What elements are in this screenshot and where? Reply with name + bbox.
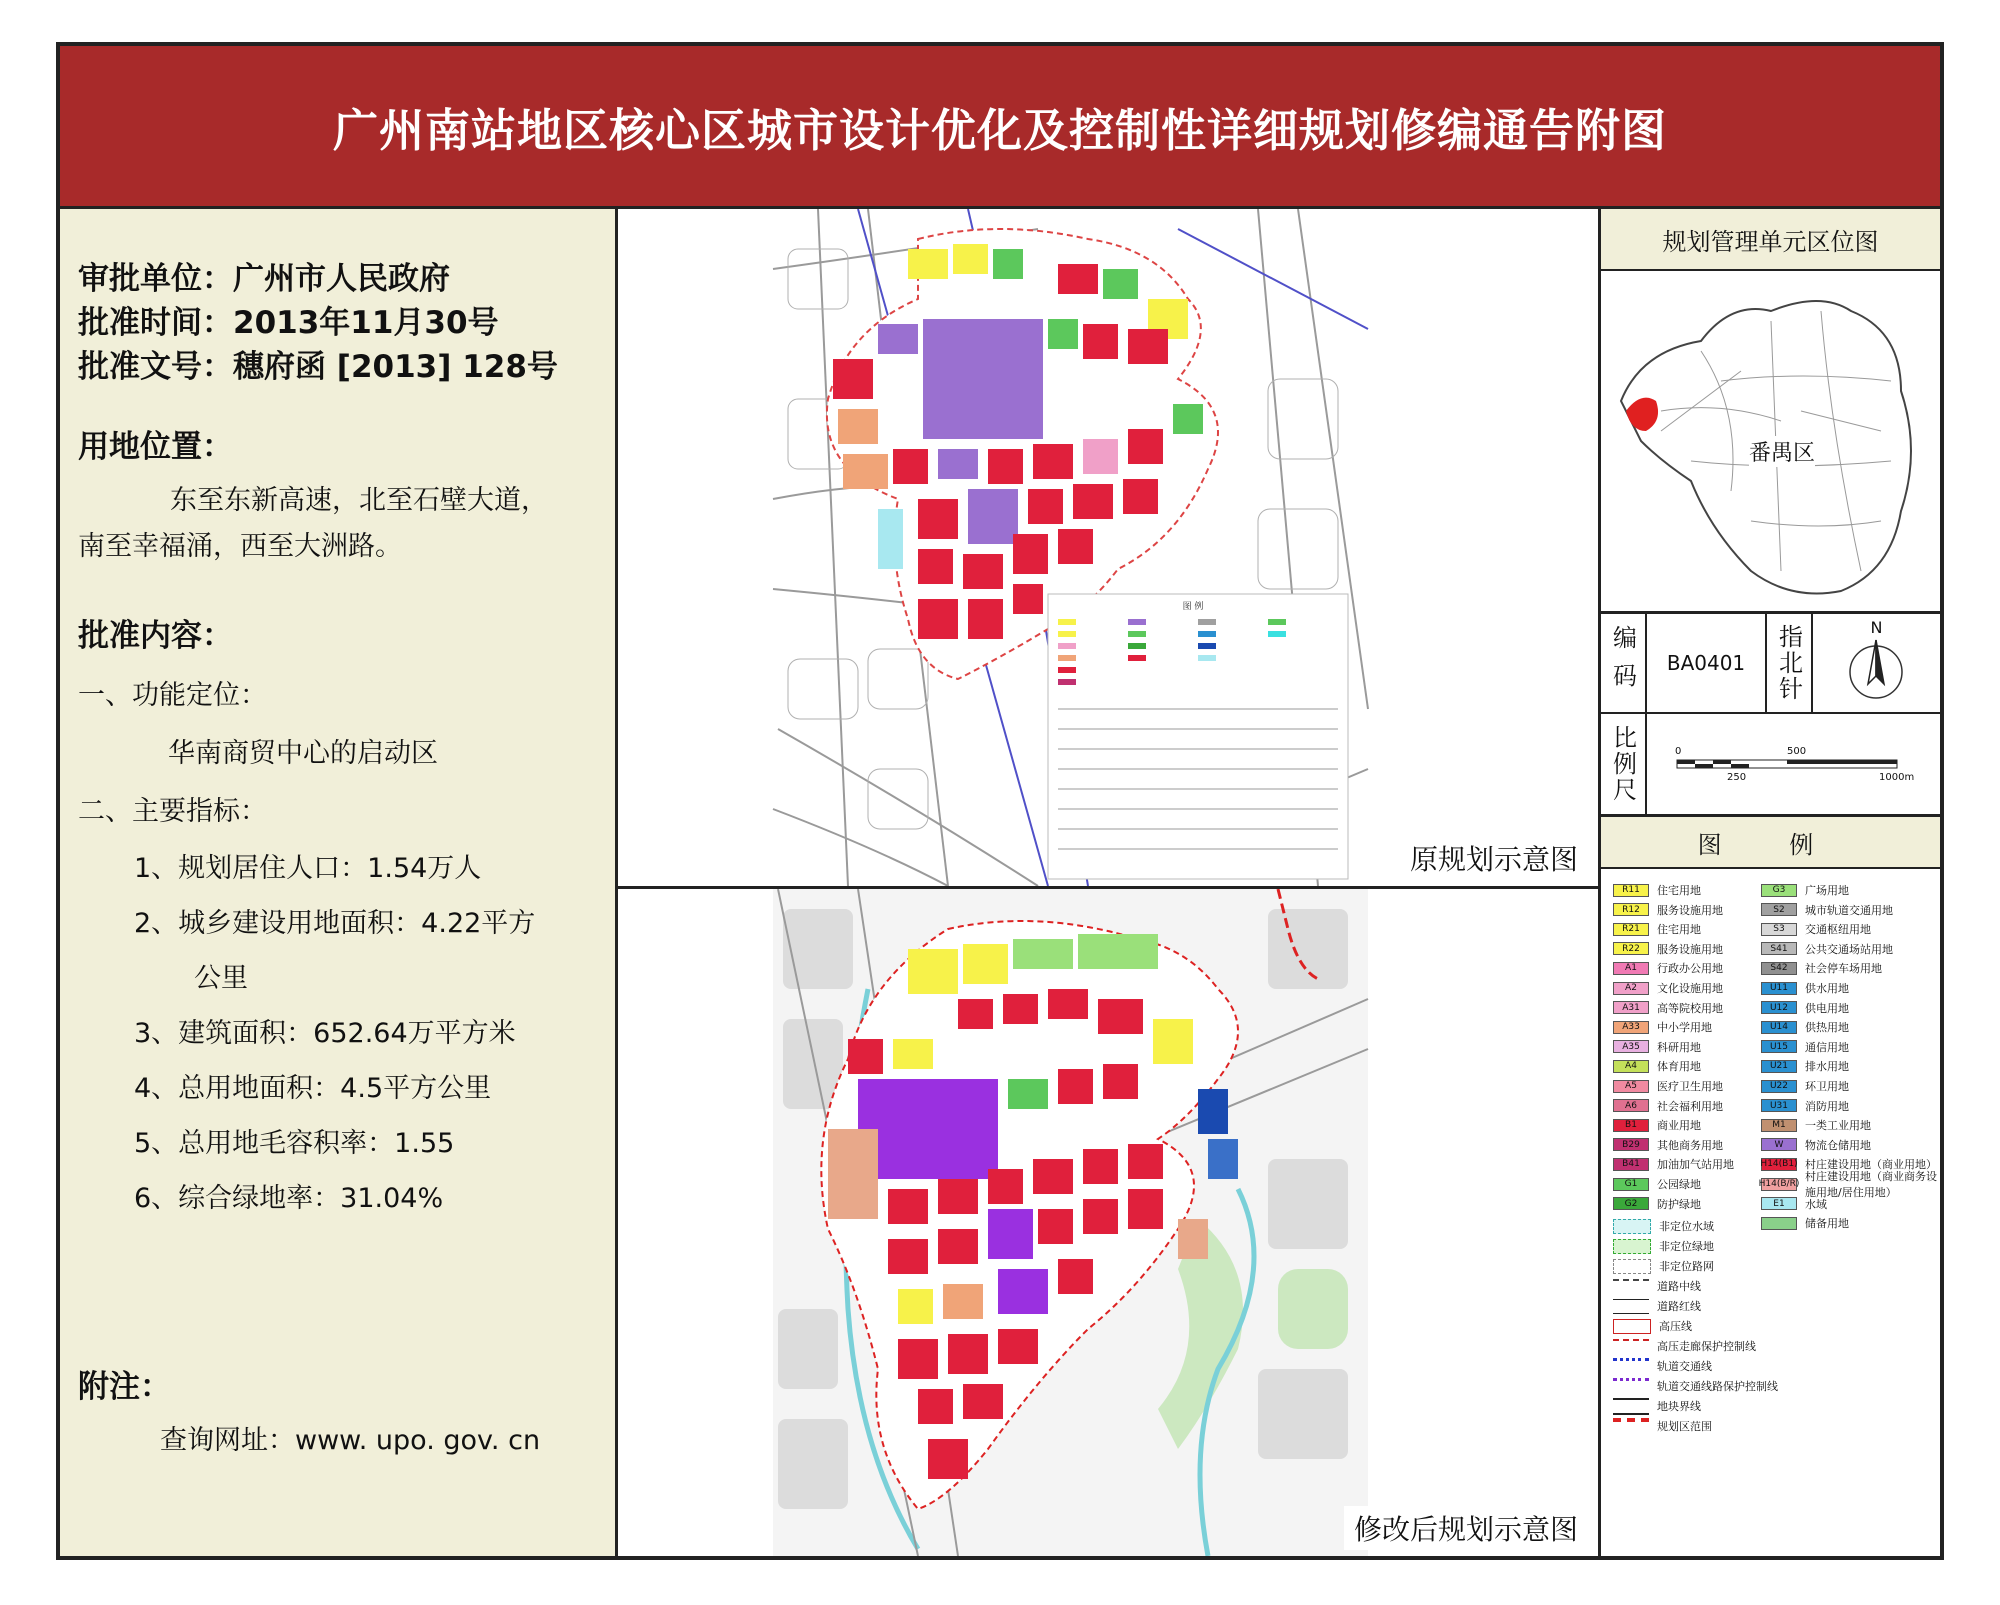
legend-line-2 [1613, 1259, 1714, 1273]
legend-swatch: R11 [1613, 884, 1649, 897]
legend-swatch: U31 [1761, 1099, 1797, 1112]
legend-line-4 [1613, 1299, 1701, 1313]
title-bar [60, 46, 1940, 209]
legend-swatch: R22 [1613, 942, 1649, 955]
content-heading: 批准内容： [78, 618, 233, 654]
info-panel [60, 209, 618, 1556]
legend-label: 商业用地 [1657, 1119, 1701, 1133]
legend-line-1 [1613, 1239, 1714, 1253]
legend-swatch: U14 [1761, 1021, 1797, 1034]
code-value: BA0401 [1647, 614, 1767, 714]
legend-item-right-10 [1761, 1079, 1849, 1093]
legend-swatch: U15 [1761, 1040, 1797, 1053]
legend-label: 住宅用地 [1657, 884, 1701, 897]
legend-line-8 [1613, 1379, 1778, 1393]
maps-area [618, 209, 1601, 1556]
legend-item-left-9 [1613, 1059, 1701, 1073]
legend-line-swatch [1613, 1378, 1649, 1394]
legend-item-right-8 [1761, 1040, 1849, 1054]
legend-item-right-12 [1761, 1118, 1871, 1132]
legend-label: 供热用地 [1805, 1021, 1849, 1035]
scale-0: 0 [1675, 746, 1682, 757]
legend-swatch: U11 [1761, 982, 1797, 995]
legend-line-swatch [1613, 1339, 1649, 1354]
legend-item-left-12 [1613, 1118, 1701, 1132]
legend-label: 科研用地 [1657, 1040, 1701, 1054]
legend-swatch: A35 [1613, 1040, 1649, 1053]
legend-swatch: A31 [1613, 1001, 1649, 1014]
legend-line-0 [1613, 1219, 1714, 1233]
legend-label: 通信用地 [1805, 1040, 1849, 1054]
side-panel [1601, 209, 1940, 1556]
legend-line-swatch [1613, 1259, 1651, 1274]
legend-item-right-15 [1758, 1170, 1940, 1199]
legend-item-left-13 [1613, 1138, 1723, 1152]
location-line2: 南至幸福涌，西至大洲路。 [78, 531, 402, 562]
original-plan-map [618, 209, 1598, 889]
approval-unit: 审批单位：广州市人民政府 [78, 261, 450, 297]
legend-line-label: 非定位绿地 [1659, 1240, 1714, 1253]
legend-line-label: 非定位水域 [1659, 1220, 1714, 1233]
scale-label: 比例尺 [1601, 714, 1647, 814]
legend-swatch: S41 [1761, 942, 1797, 955]
location-map-heading: 规划管理单元区位图 [1601, 209, 1940, 271]
legend-item-right-1 [1761, 903, 1893, 917]
original-map-graphic [618, 209, 1598, 886]
legend-line-5 [1613, 1319, 1692, 1333]
legend-item-left-0 [1613, 883, 1701, 897]
legend-label: 服务设施用地 [1657, 903, 1723, 917]
legend-label: 医疗卫生用地 [1657, 1080, 1723, 1093]
legend-line-3 [1613, 1279, 1701, 1293]
legend-swatch: B29 [1613, 1138, 1649, 1151]
note-heading: 附注： [78, 1369, 171, 1405]
legend-item-right-9 [1761, 1059, 1849, 1073]
legend-label: 村庄建设用地（商业用地） [1805, 1158, 1937, 1172]
legend-label: 社会福利用地 [1657, 1099, 1723, 1113]
legend-swatch: A1 [1613, 962, 1649, 975]
legend-line-swatch [1613, 1299, 1649, 1314]
legend-label: 水域 [1805, 1197, 1827, 1211]
index-3: 3、建筑面积：652.64万平方米 [134, 1018, 516, 1049]
legend-heading: 图 例 [1601, 817, 1940, 869]
location-line1: 东至东新高速，北至石壁大道， [170, 485, 548, 516]
legend-label: 社会停车场用地 [1805, 962, 1882, 976]
legend-label: 物流仓储用地 [1805, 1138, 1871, 1152]
original-mini-legend-title: 图 例 [1182, 602, 1204, 612]
legend-line-10 [1613, 1419, 1712, 1433]
legend-item-right-7 [1761, 1020, 1849, 1034]
location-heading: 用地位置： [78, 429, 233, 465]
legend-item-left-16 [1613, 1197, 1701, 1211]
legend-item-left-4 [1613, 961, 1723, 975]
index-1: 1、规划居住人口：1.54万人 [134, 853, 482, 884]
function-heading: 一、功能定位： [78, 680, 267, 711]
legend-swatch: G3 [1761, 884, 1797, 897]
legend-label: 村庄建设用地（商业商务设施用地/居住用地） [1805, 1170, 1937, 1199]
legend-swatch: W [1761, 1138, 1797, 1151]
legend-swatch: B41 [1613, 1158, 1649, 1171]
legend-line-swatch [1613, 1418, 1649, 1435]
legend-line-swatch [1613, 1398, 1649, 1415]
code-label: 编码 [1601, 614, 1647, 714]
legend-line-label: 地块界线 [1657, 1400, 1701, 1413]
north-label: 指北针 [1767, 614, 1813, 714]
scale-500: 500 [1787, 746, 1807, 757]
legend-body [1601, 869, 1940, 1549]
legend-swatch: E1 [1761, 1197, 1797, 1210]
legend-label: 排水用地 [1805, 1060, 1849, 1074]
legend-line-swatch [1613, 1219, 1651, 1234]
scale-bar [1647, 714, 1940, 814]
legend [1601, 817, 1940, 1556]
legend-label: 加油加气站用地 [1657, 1158, 1734, 1172]
legend-swatch: U21 [1761, 1060, 1797, 1073]
legend-swatch: S42 [1761, 962, 1797, 975]
index-2b: 公里 [194, 963, 248, 994]
legend-item-left-8 [1613, 1040, 1701, 1054]
legend-swatch: A4 [1613, 1060, 1649, 1073]
legend-swatch: G2 [1613, 1197, 1649, 1210]
north-arrow-cell [1813, 614, 1940, 714]
legend-swatch: A2 [1613, 982, 1649, 995]
legend-item-left-7 [1613, 1020, 1712, 1034]
location-map [1601, 271, 1940, 614]
legend-item-left-14 [1613, 1157, 1734, 1171]
revised-plan-map [618, 889, 1598, 1556]
index-5: 5、总用地毛容积率：1.55 [134, 1128, 455, 1159]
legend-swatch: H14(B1) [1760, 1159, 1798, 1170]
legend-line-swatch [1613, 1239, 1651, 1254]
north-letter: N [1870, 618, 1883, 637]
legend-item-right-3 [1761, 942, 1893, 956]
legend-line-label: 非定位路网 [1659, 1260, 1714, 1273]
index-2a: 2、城乡建设用地面积：4.22平方 [134, 908, 536, 939]
legend-line-label: 轨道交通线路保护控制线 [1657, 1380, 1778, 1393]
legend-label: 防护绿地 [1657, 1197, 1701, 1211]
info-grid [1601, 614, 1940, 817]
legend-item-right-13 [1761, 1138, 1871, 1152]
legend-line-label: 道路红线 [1657, 1300, 1701, 1313]
legend-item-right-17 [1761, 1216, 1849, 1230]
legend-item-left-5 [1613, 981, 1723, 995]
legend-swatch [1761, 1217, 1797, 1230]
legend-line-9 [1613, 1399, 1701, 1413]
scale-1000: 1000m [1879, 772, 1915, 783]
index-heading: 二、主要指标： [78, 796, 267, 827]
index-6: 6、综合绿地率：31.04% [134, 1183, 444, 1214]
legend-swatch: A33 [1613, 1021, 1649, 1034]
legend-item-left-11 [1613, 1099, 1723, 1113]
legend-label: 其他商务用地 [1657, 1138, 1723, 1152]
legend-line-swatch [1613, 1279, 1649, 1294]
legend-label: 行政办公用地 [1657, 962, 1723, 976]
legend-item-left-10 [1613, 1079, 1723, 1093]
legend-line-label: 高压走廊保护控制线 [1657, 1340, 1756, 1353]
scale-250: 250 [1727, 772, 1747, 783]
scale-bar-graphic [1647, 714, 1940, 814]
legend-label: 环卫用地 [1805, 1080, 1849, 1093]
legend-line-label: 高压线 [1659, 1320, 1692, 1333]
legend-label: 服务设施用地 [1657, 942, 1723, 956]
legend-swatch: G1 [1613, 1178, 1649, 1191]
legend-item-left-1 [1613, 903, 1723, 917]
legend-item-left-2 [1613, 922, 1701, 936]
legend-label: 高等院校用地 [1657, 1001, 1723, 1015]
legend-swatch: U12 [1761, 1001, 1797, 1014]
legend-item-right-4 [1761, 961, 1882, 975]
revised-plan-caption: 修改后规划示意图 [1344, 1506, 1588, 1550]
index-4: 4、总用地面积：4.5平方公里 [134, 1073, 492, 1104]
legend-item-right-5 [1761, 981, 1849, 995]
legend-label: 交通枢纽用地 [1805, 923, 1871, 937]
legend-swatch: H14(B/R) [1758, 1179, 1800, 1189]
note-url: 查询网址：www. upo. gov. cn [160, 1425, 541, 1456]
legend-label: 供水用地 [1805, 982, 1849, 995]
legend-swatch: R12 [1613, 903, 1649, 916]
function-text: 华南商贸中心的启动区 [168, 738, 438, 769]
poster-frame [56, 42, 1944, 1560]
legend-item-right-2 [1761, 922, 1871, 936]
page-title: 广州南站地区核心区城市设计优化及控制性详细规划修编通告附图 [332, 103, 1667, 157]
legend-item-left-15 [1613, 1177, 1701, 1191]
legend-item-left-6 [1613, 1001, 1723, 1015]
legend-line-7 [1613, 1359, 1712, 1373]
legend-label: 广场用地 [1805, 884, 1849, 897]
legend-swatch: M1 [1761, 1119, 1797, 1132]
legend-label: 城市轨道交通用地 [1805, 903, 1893, 917]
approval-time: 批准时间：2013年11月30号 [78, 305, 499, 341]
legend-line-6 [1613, 1339, 1756, 1353]
legend-line-label: 轨道交通线 [1657, 1360, 1712, 1373]
approval-doc: 批准文号：穗府函 [2013] 128号 [78, 349, 558, 385]
legend-swatch: B1 [1613, 1119, 1649, 1132]
legend-item-left-3 [1613, 942, 1723, 956]
legend-item-right-11 [1761, 1099, 1849, 1113]
legend-line-label: 道路中线 [1657, 1280, 1701, 1293]
legend-swatch: S3 [1761, 923, 1797, 936]
legend-swatch: S2 [1761, 903, 1797, 916]
legend-label: 一类工业用地 [1805, 1119, 1871, 1133]
legend-label: 体育用地 [1657, 1060, 1701, 1074]
legend-line-label: 规划区范围 [1657, 1420, 1712, 1433]
legend-line-swatch [1613, 1358, 1649, 1374]
legend-label: 供电用地 [1805, 1001, 1849, 1015]
legend-line-swatch [1613, 1319, 1651, 1334]
legend-item-right-0 [1761, 883, 1849, 897]
legend-label: 公共交通场站用地 [1805, 942, 1893, 956]
legend-label: 中小学用地 [1657, 1021, 1712, 1035]
legend-item-right-6 [1761, 1001, 1849, 1015]
legend-label: 住宅用地 [1657, 923, 1701, 937]
legend-swatch: A6 [1613, 1099, 1649, 1112]
district-label: 番禺区 [1749, 436, 1815, 467]
original-plan-caption: 原规划示意图 [1400, 836, 1588, 880]
legend-item-right-16 [1761, 1197, 1827, 1211]
legend-swatch: A5 [1613, 1080, 1649, 1093]
legend-label: 消防用地 [1805, 1099, 1849, 1113]
legend-label: 储备用地 [1805, 1217, 1849, 1231]
legend-label: 文化设施用地 [1657, 982, 1723, 995]
revised-map-graphic [618, 889, 1598, 1556]
legend-label: 公园绿地 [1657, 1178, 1701, 1191]
legend-swatch: U22 [1761, 1080, 1797, 1093]
legend-swatch: R21 [1613, 923, 1649, 936]
